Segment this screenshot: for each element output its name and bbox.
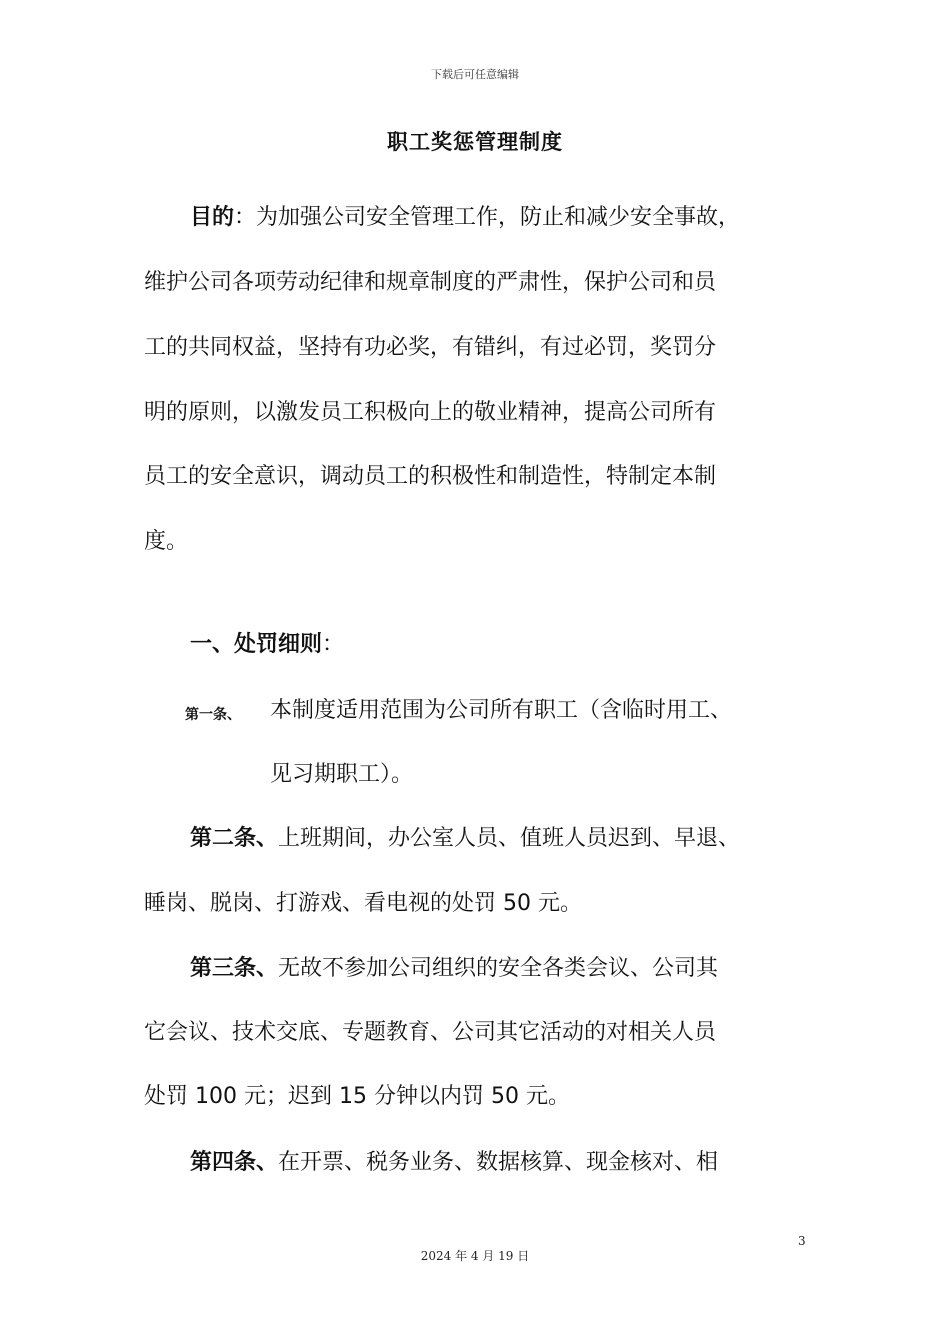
article-2-line-2: 睡岗、脱岗、打游戏、看电视的处罚 50 元。 xyxy=(144,891,582,916)
section-heading-colon: ： xyxy=(322,632,345,657)
purpose-line-4: 明的原则，以激发员工积极向上的敬业精神，提高公司所有 xyxy=(144,400,717,425)
purpose-line-6: 度。 xyxy=(144,529,189,554)
purpose-label: 目的 xyxy=(190,205,235,230)
page-number: 3 xyxy=(798,1234,806,1248)
article-2-text: 上班期间，办公室人员、值班人员迟到、早退、 xyxy=(278,826,741,851)
article-4-line-1 xyxy=(190,1148,850,1178)
article-3-label: 第三条、 xyxy=(190,956,279,981)
article-3-line-2: 它会议、技术交底、专题教育、公司其它活动的对相关人员 xyxy=(144,1020,717,1045)
section-heading-text: 一、处罚细则 xyxy=(190,632,323,657)
article-1-line-2: 见习期职工）。 xyxy=(270,762,414,787)
article-1-line-1: 本制度适用范围为公司所有职工（含临时用工、 xyxy=(270,698,733,723)
purpose-line-2: 维护公司各项劳动纪律和规章制度的严肃性，保护公司和员 xyxy=(144,270,717,295)
article-4-label: 第四条、 xyxy=(190,1150,279,1175)
article-3-line-3: 处罚 100 元；迟到 15 分钟以内罚 50 元。 xyxy=(144,1084,570,1109)
article-4-text: 在开票、税务业务、数据核算、现金核对、相 xyxy=(278,1150,719,1175)
article-3-text: 无故不参加公司组织的安全各类会议、公司其 xyxy=(278,956,719,981)
header-note: 下载后可任意编辑 xyxy=(431,68,519,81)
article-2-label: 第二条、 xyxy=(190,826,279,851)
document-title: 职工奖惩管理制度 xyxy=(387,130,563,154)
article-1-label: 第一条、 xyxy=(185,707,241,723)
purpose-text: ：为加强公司安全管理工作，防止和减少安全事故， xyxy=(234,205,741,230)
article-3-line-1 xyxy=(190,954,850,984)
section-heading xyxy=(190,630,850,660)
purpose-line-3: 工的共同权益，坚持有功必奖，有错纠，有过必罚，奖罚分 xyxy=(144,335,717,360)
article-2-line-1 xyxy=(190,824,850,854)
purpose-line-1 xyxy=(190,203,850,233)
footer-date: 2024 年 4 月 19 日 xyxy=(420,1249,530,1263)
purpose-line-5: 员工的安全意识，调动员工的积极性和制造性，特制定本制 xyxy=(144,464,717,489)
